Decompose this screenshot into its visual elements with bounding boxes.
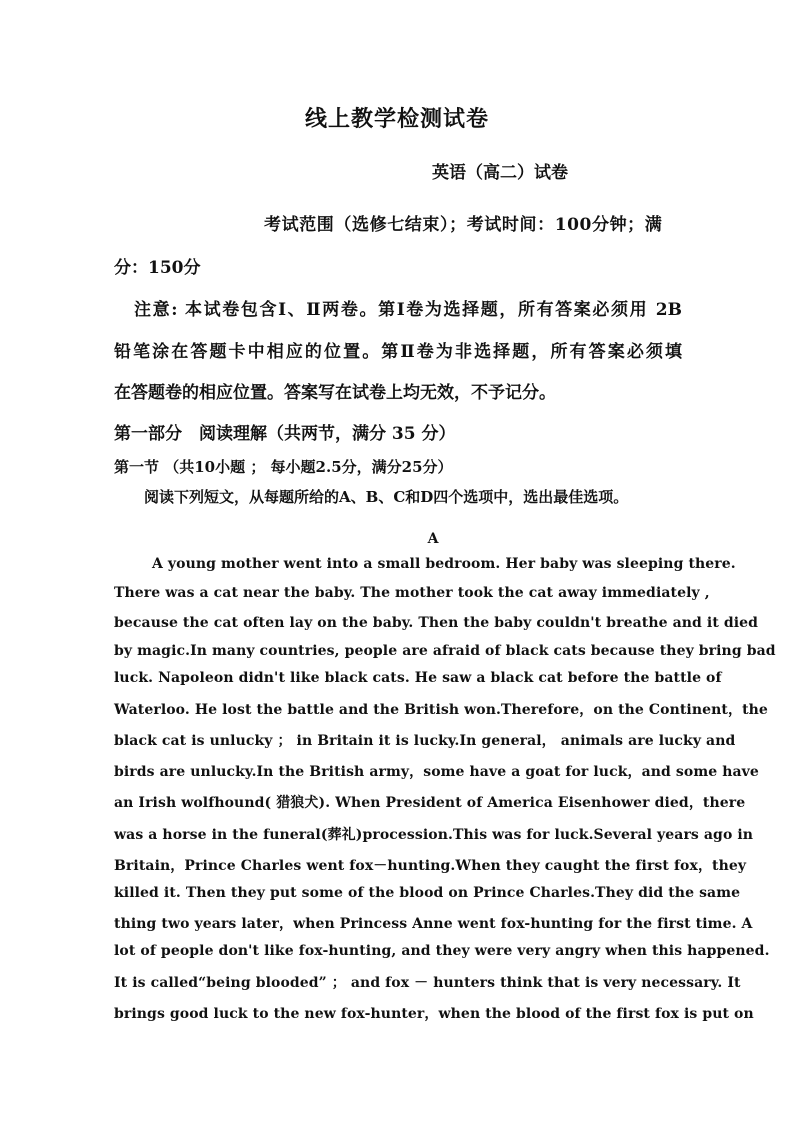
passage-label: A [427,531,439,547]
reading-directions: 阅读下列短文，从每题所给的A、B、C和D四个选项中，选出最佳选项。 [144,488,629,506]
passage-line: birds are unlucky.In the British army，some have a goat for luck，and some have [114,764,759,780]
part-one-heading: 第一部分 阅读理解（共两节，满分 35 分） [114,424,456,444]
notice-line: 在答题卷的相应位置。答案写在试卷上均无效，不予记分。 [114,383,556,403]
exam-subtitle: 英语（高二）试卷 [432,163,568,183]
exam-title: 线上教学检测试卷 [304,106,489,132]
passage-line: because the cat often lay on the baby. Then the baby couldn't breathe and it died [114,615,759,631]
passage-line: by magic.In many countries, people are afraid of black cats because they bring bad [114,643,776,659]
exam-info-line-1: 考试范围（选修七结束）；考试时间：100分钟；满 [264,215,663,235]
passage-line: brings good luck to the new fox-hunter，when the blood of the first fox is put on [114,1006,754,1022]
section-one-heading: 第一节 （共10小题 ； 每小题2.5分，满分25分） [114,458,453,476]
exam-info-line-2: 分：150分 [114,258,201,278]
passage-line: It is called“being blooded” ； and fox － hunters think that is very necessary. It [114,975,741,991]
passage-line: an Irish wolfhound( 猎狼犬). When President of America Eisenhower died，there [114,795,746,811]
passage-line: A young mother went into a small bedroom. Her baby was sleeping there. [152,556,736,572]
passage-line: Waterloo. He lost the battle and the British won.Therefore，on the Continent，the [114,702,768,718]
passage-line: Britain，Prince Charles went fox－hunting.When they caught the first fox，they [114,858,747,874]
passage-line: killed it. Then they put some of the blood on Prince Charles.They did the same [114,885,741,901]
notice-line: 铅笔涂在答题卡中相应的位置。第Ⅱ卷为非选择题，所有答案必须填 [114,342,682,362]
passage-line: There was a cat near the baby. The mother took the cat away immediately , [114,585,710,601]
notice-line: 注意: 本试卷包含Ⅰ、Ⅱ两卷。第Ⅰ卷为选择题，所有答案必须用 2B [134,300,682,320]
passage-line: black cat is unlucky ； in Britain it is lucky.In general， animals are lucky and [114,733,736,749]
passage-line: lot of people don't like fox-hunting, and they were very angry when this happened. [114,943,770,959]
passage-line: thing two years later，when Princess Anne went fox-hunting for the first time. A [114,916,753,932]
passage-line: was a horse in the funeral(葬礼)procession.This was for luck.Several years ago in [114,827,754,843]
passage-line: luck. Napoleon didn't like black cats. He saw a black cat before the battle of [114,670,722,686]
